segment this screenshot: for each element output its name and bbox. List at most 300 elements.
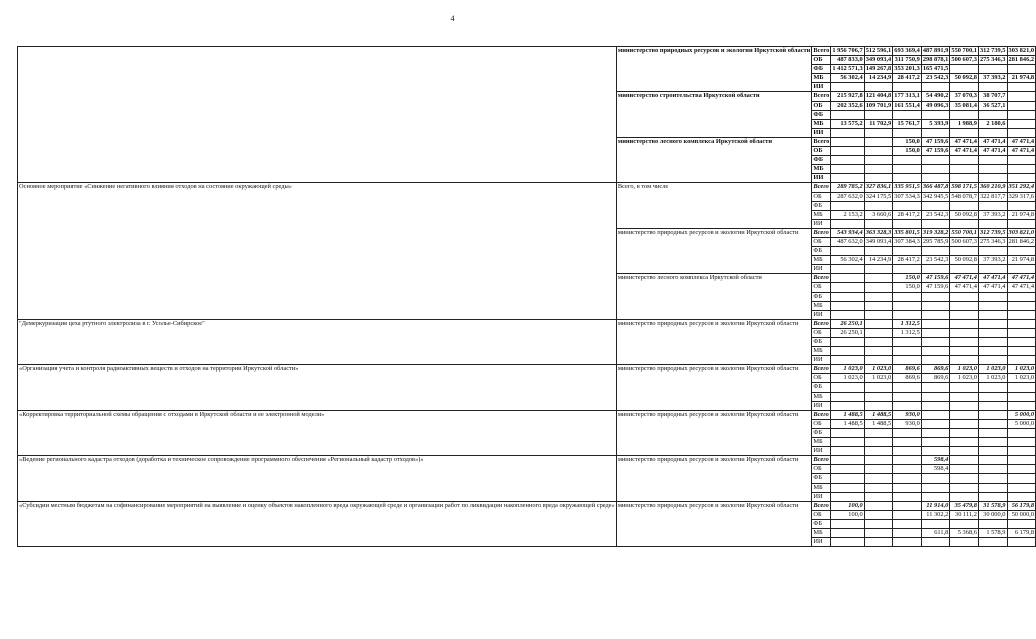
measure-block: [18, 183, 1036, 319]
amount-cell: [978, 474, 1007, 483]
amount-cell: 598 171,5: [951, 183, 977, 191]
amount-cell: [950, 347, 979, 356]
amount-cell: 5 368,6: [950, 528, 979, 537]
amount-cell: [831, 383, 864, 392]
amount-cell: [831, 447, 864, 456]
amount-cell: [864, 492, 893, 501]
amount-cell: [921, 447, 950, 456]
amount-cell: [864, 174, 893, 183]
amount-cell: [1007, 292, 1036, 301]
table-row: [18, 501, 1036, 510]
amount-cell: [1007, 401, 1036, 410]
amount-cell: 275 346,3: [979, 237, 1006, 245]
amount-cell: 47 471,4: [950, 274, 979, 283]
amount-cell: [1007, 174, 1036, 183]
amount-cell: 202 352,6: [831, 101, 864, 110]
executor-name: министерство природных ресурсов и экологии Иркутской области: [616, 456, 812, 501]
amount-cell: [921, 438, 950, 447]
amount-cell: 281 846,2: [1008, 56, 1035, 64]
amount-cell: [864, 274, 893, 283]
amount-cell: 100,0: [831, 510, 864, 519]
amount-cell: [950, 456, 979, 465]
amount-cell: 21 974,8: [1007, 74, 1036, 83]
measure-name: Основное мероприятие «Снижение негативного влияния отходов на состояние окружающей среды»: [18, 183, 617, 319]
amount-cell: [1007, 110, 1036, 119]
amount-cell: [978, 310, 1007, 319]
funding-source: МБ: [812, 301, 831, 310]
amount-cell: [893, 347, 922, 356]
funding-source: ФБ: [812, 156, 831, 165]
amount-cell: [831, 356, 864, 365]
amount-cell: [893, 156, 922, 165]
amount-cell: [893, 492, 922, 501]
amount-cell: [831, 219, 864, 228]
amount-cell: [978, 438, 1007, 447]
amount-cell: [978, 392, 1007, 401]
funding-source: ИИ: [812, 265, 831, 274]
amount-cell: [893, 247, 922, 256]
amount-cell: [978, 401, 1007, 410]
amount-cell: [893, 128, 922, 137]
amount-cell: [864, 528, 893, 537]
amount-cell: [893, 165, 922, 174]
amount-cell: [864, 283, 893, 292]
funding-source: ФБ: [812, 428, 831, 437]
funding-source: ФБ: [812, 474, 831, 483]
funding-source: Всего: [812, 228, 831, 237]
amount-cell: 930,0: [893, 410, 922, 419]
amount-cell: [831, 347, 864, 356]
amount-cell: [893, 538, 922, 547]
amount-cell: [1007, 474, 1036, 483]
amount-cell: 287 632,0: [831, 192, 864, 201]
funding-source: МБ: [812, 74, 831, 83]
amount-cell: [978, 301, 1007, 310]
amount-cell: 47 471,4: [978, 283, 1007, 292]
amount-cell: 37 393,2: [978, 74, 1007, 83]
amount-cell: [831, 201, 864, 210]
amount-cell: [950, 438, 979, 447]
amount-cell: [1007, 356, 1036, 365]
amount-cell: 1 578,9: [978, 528, 1007, 537]
amount-cell: [921, 328, 950, 337]
executor-name: Всего, в том числе: [616, 183, 812, 228]
amount-cell: [831, 292, 864, 301]
amount-cell: 327 836,1: [865, 183, 892, 191]
amount-cell: [978, 419, 1007, 428]
amount-cell: [950, 247, 979, 256]
amount-cell: [950, 392, 979, 401]
amount-cell: [893, 219, 922, 228]
amount-cell: [1007, 492, 1036, 501]
amount-cell: 47 471,4: [950, 147, 979, 156]
amount-cell: [950, 219, 979, 228]
amount-cell: [978, 519, 1007, 528]
funding-source: Всего: [812, 365, 831, 374]
amount-cell: 550 700,1: [951, 47, 977, 54]
amount-cell: [893, 528, 922, 537]
funding-source: Всего: [812, 319, 831, 328]
funding-source: ОБ: [812, 101, 831, 110]
amount-cell: 150,0: [893, 283, 922, 292]
amount-cell: [1007, 456, 1036, 465]
amount-cell: 21 974,8: [1007, 256, 1036, 265]
amount-cell: 23 542,3: [921, 210, 950, 219]
table-row: [18, 456, 1036, 465]
amount-cell: 869,6: [921, 374, 950, 383]
amount-cell: 37 393,2: [978, 210, 1007, 219]
amount-cell: [864, 137, 893, 146]
amount-cell: [921, 310, 950, 319]
amount-cell: 598,4: [921, 456, 950, 465]
amount-cell: [864, 456, 893, 465]
funding-source: ОБ: [812, 328, 831, 337]
amount-cell: [864, 465, 893, 474]
funding-source: Всего: [813, 137, 830, 145]
table-row: [18, 365, 1036, 374]
amount-cell: [950, 474, 979, 483]
funding-source: ИИ: [812, 356, 831, 365]
amount-cell: [950, 538, 979, 547]
amount-cell: [921, 392, 950, 401]
amount-cell: [1007, 310, 1036, 319]
amount-cell: [921, 347, 950, 356]
amount-cell: 50 092,8: [950, 210, 979, 219]
table-row: [18, 47, 1036, 56]
amount-cell: [864, 301, 893, 310]
amount-cell: 47 471,4: [978, 274, 1007, 283]
amount-cell: [978, 65, 1007, 74]
executor-name: министерство природных ресурсов и экологии Иркутской области: [616, 410, 812, 455]
executor-name: министерство природных ресурсов и экологии Иркутской области: [616, 319, 812, 364]
amount-cell: [893, 338, 922, 347]
amount-cell: 150,0: [893, 137, 922, 146]
amount-cell: [921, 165, 950, 174]
amount-cell: [950, 201, 979, 210]
amount-cell: 1 312,5: [893, 328, 922, 337]
amount-cell: [864, 292, 893, 301]
amount-cell: [1007, 392, 1036, 401]
amount-cell: [950, 447, 979, 456]
amount-cell: [921, 174, 950, 183]
amount-cell: 3 660,6: [864, 210, 893, 219]
measure-block: [18, 410, 1036, 455]
amount-cell: 35 081,4: [950, 101, 979, 110]
amount-cell: 177 313,1: [894, 92, 920, 100]
funding-source: Всего: [813, 47, 830, 54]
amount-cell: 349 093,4: [865, 237, 892, 245]
measure-name: «Субсидии местным бюджетам на софинансирование мероприятий на выявление и оценку объектов накопленного вреда окружающей среде и организации работ по ликвидации накопленного вреда окружающей среде»: [18, 501, 617, 546]
amount-cell: [950, 310, 979, 319]
executor-name: министерство природных ресурсов и экологии Иркутской области: [616, 365, 812, 410]
amount-cell: 329 317,6: [1008, 192, 1035, 200]
amount-cell: [864, 347, 893, 356]
amount-cell: [864, 83, 893, 92]
funding-source: ИИ: [812, 310, 831, 319]
amount-cell: [864, 328, 893, 337]
amount-cell: 14 234,9: [864, 256, 893, 265]
amount-cell: [893, 456, 922, 465]
amount-cell: [950, 419, 979, 428]
amount-cell: 500 607,3: [951, 237, 977, 245]
amount-cell: 335 951,5: [894, 183, 920, 191]
amount-cell: [978, 338, 1007, 347]
amount-cell: [864, 356, 893, 365]
amount-cell: [950, 492, 979, 501]
amount-cell: [893, 465, 922, 474]
amount-cell: [978, 410, 1007, 419]
amount-cell: [893, 265, 922, 274]
amount-cell: [921, 492, 950, 501]
funding-source: МБ: [812, 528, 831, 537]
amount-cell: 869,6: [893, 365, 922, 374]
amount-cell: [950, 483, 979, 492]
amount-cell: 342 945,5: [922, 192, 949, 200]
amount-cell: [831, 110, 864, 119]
amount-cell: [950, 428, 979, 437]
amount-cell: 47 159,6: [921, 274, 950, 283]
amount-cell: 11 914,0: [921, 501, 950, 510]
amount-cell: [921, 401, 950, 410]
amount-cell: 312 739,5: [979, 228, 1006, 236]
amount-cell: 23 542,3: [921, 74, 950, 83]
amount-cell: 50 000,0: [1007, 510, 1036, 519]
executor-name: министерство природных ресурсов и экологии Иркутской области: [616, 501, 812, 546]
amount-cell: [950, 519, 979, 528]
funding-source: ФБ: [812, 201, 831, 210]
amount-cell: 281 846,2: [1008, 237, 1035, 245]
amount-cell: [921, 219, 950, 228]
funding-source: ОБ: [812, 283, 831, 292]
amount-cell: 1 488,5: [831, 419, 864, 428]
amount-cell: [864, 310, 893, 319]
amount-cell: [864, 201, 893, 210]
funding-source: ИИ: [812, 538, 831, 547]
amount-cell: 1 023,0: [831, 365, 864, 374]
table-row: [18, 319, 1036, 328]
amount-cell: [950, 410, 979, 419]
funding-source: ОБ: [812, 147, 831, 156]
amount-cell: [950, 356, 979, 365]
amount-cell: [864, 165, 893, 174]
amount-cell: [921, 538, 950, 547]
amount-cell: 275 346,3: [979, 56, 1006, 64]
amount-cell: [831, 401, 864, 410]
amount-cell: [893, 438, 922, 447]
amount-cell: [831, 338, 864, 347]
amount-cell: [921, 292, 950, 301]
funding-source: МБ: [812, 347, 831, 356]
amount-cell: [831, 456, 864, 465]
amount-cell: 54 490,2: [921, 92, 950, 101]
funding-source: МБ: [812, 165, 831, 174]
amount-cell: [864, 519, 893, 528]
amount-cell: [1007, 328, 1036, 337]
amount-cell: 322 817,7: [979, 192, 1006, 200]
funding-source: Всего: [812, 274, 831, 283]
funding-source: ИИ: [812, 174, 831, 183]
amount-cell: 1 023,0: [950, 365, 979, 374]
amount-cell: 23 542,3: [921, 256, 950, 265]
funding-source: ОБ: [812, 374, 831, 383]
amount-cell: 47 471,4: [950, 283, 979, 292]
funding-source: Всего: [812, 501, 831, 510]
amount-cell: [1007, 483, 1036, 492]
amount-cell: 47 471,4: [1007, 147, 1036, 156]
amount-cell: [831, 538, 864, 547]
amount-cell: 500 607,3: [951, 56, 977, 64]
amount-cell: [831, 519, 864, 528]
amount-cell: 21 974,8: [1007, 210, 1036, 219]
funding-source: ФБ: [812, 519, 831, 528]
funding-source: ФБ: [812, 65, 831, 74]
funding-source: ИИ: [812, 128, 831, 137]
amount-cell: 1 488,5: [864, 410, 893, 419]
amount-cell: 37 393,2: [978, 256, 1007, 265]
amount-cell: 307 384,3: [894, 237, 920, 245]
amount-cell: 1 488,5: [831, 410, 864, 419]
funding-source: ИИ: [812, 219, 831, 228]
amount-cell: 31 578,9: [978, 501, 1007, 510]
funding-source: МБ: [812, 210, 831, 219]
amount-cell: [950, 319, 979, 328]
amount-cell: [978, 538, 1007, 547]
funding-source: ФБ: [812, 110, 831, 119]
amount-cell: [864, 247, 893, 256]
amount-cell: [893, 447, 922, 456]
amount-cell: [1007, 247, 1036, 256]
measure-block: [18, 47, 1036, 183]
amount-cell: [950, 65, 979, 74]
page-number: 4: [450, 14, 455, 23]
amount-cell: [893, 519, 922, 528]
measure-block: [18, 456, 1036, 501]
amount-cell: 26 250,1: [831, 328, 864, 337]
amount-cell: [864, 501, 893, 510]
amount-cell: 307 534,3: [894, 192, 920, 200]
funding-source: МБ: [812, 119, 831, 128]
amount-cell: [978, 428, 1007, 437]
executor-name: министерство строительства Иркутской области: [616, 92, 812, 137]
amount-cell: [893, 356, 922, 365]
amount-cell: 598,4: [921, 465, 950, 474]
amount-cell: 50 092,8: [950, 256, 979, 265]
amount-cell: [978, 110, 1007, 119]
amount-cell: 1 023,0: [1007, 374, 1036, 383]
amount-cell: 1 023,0: [831, 374, 864, 383]
funding-source: Всего: [812, 456, 831, 465]
funding-source: ФБ: [812, 338, 831, 347]
amount-cell: 324 175,5: [865, 192, 892, 200]
amount-cell: 47 471,4: [950, 137, 979, 146]
amount-cell: [978, 347, 1007, 356]
amount-cell: 319 328,2: [922, 228, 949, 236]
funding-source: ОБ: [812, 419, 831, 428]
amount-cell: [893, 510, 922, 519]
amount-cell: 5 000,0: [1007, 410, 1036, 419]
funding-source: ОБ: [812, 56, 831, 65]
amount-cell: 26 250,1: [831, 319, 864, 328]
amount-cell: 36 527,1: [978, 101, 1007, 110]
amount-cell: [893, 483, 922, 492]
amount-cell: [893, 292, 922, 301]
amount-cell: 869,6: [921, 365, 950, 374]
amount-cell: 161 551,4: [894, 101, 920, 109]
amount-cell: [1007, 83, 1036, 92]
amount-cell: 109 701,9: [865, 101, 892, 109]
amount-cell: [893, 501, 922, 510]
amount-cell: 363 328,3: [865, 228, 892, 236]
amount-cell: [864, 392, 893, 401]
amount-cell: 13 575,2: [831, 119, 864, 128]
amount-cell: [831, 247, 864, 256]
amount-cell: [1007, 319, 1036, 328]
amount-cell: [831, 428, 864, 437]
amount-cell: [831, 438, 864, 447]
amount-cell: 6 179,8: [1007, 528, 1036, 537]
amount-cell: 353 201,3: [894, 65, 920, 73]
amount-cell: 930,0: [893, 419, 922, 428]
amount-cell: [893, 392, 922, 401]
amount-cell: 303 821,0: [1008, 47, 1035, 54]
amount-cell: [831, 165, 864, 174]
funding-source: МБ: [812, 438, 831, 447]
amount-cell: [921, 338, 950, 347]
amount-cell: 289 785,2: [831, 183, 864, 192]
amount-cell: [831, 301, 864, 310]
amount-cell: 47 159,6: [921, 147, 950, 156]
amount-cell: [893, 401, 922, 410]
amount-cell: [1007, 119, 1036, 128]
funding-source: Всего: [812, 410, 831, 419]
amount-cell: [950, 265, 979, 274]
amount-cell: [831, 483, 864, 492]
funding-source: ОБ: [812, 237, 831, 246]
amount-cell: 30 111,2: [950, 510, 979, 519]
executor-name: министерство природных ресурсов и экологии Иркутской области: [616, 228, 812, 273]
amount-cell: 869,6: [893, 374, 922, 383]
amount-cell: [831, 310, 864, 319]
amount-cell: [831, 137, 864, 146]
executor-name: министерство лесного комплекса Иркутской области: [616, 137, 812, 182]
amount-cell: 56 302,4: [831, 74, 864, 83]
amount-cell: [831, 128, 864, 137]
amount-cell: [1007, 447, 1036, 456]
amount-cell: [950, 383, 979, 392]
amount-cell: 1 023,0: [1007, 365, 1036, 374]
amount-cell: 312 739,5: [979, 47, 1006, 54]
amount-cell: [893, 110, 922, 119]
amount-cell: [950, 165, 979, 174]
amount-cell: 150,0: [893, 274, 922, 283]
amount-cell: [1007, 265, 1036, 274]
amount-cell: [921, 474, 950, 483]
amount-cell: 49 096,3: [921, 101, 950, 110]
amount-cell: 487 833,0: [831, 56, 864, 65]
amount-cell: [1007, 201, 1036, 210]
amount-cell: [864, 428, 893, 437]
amount-cell: [921, 110, 950, 119]
amount-cell: [921, 428, 950, 437]
amount-cell: [831, 528, 864, 537]
amount-cell: 14 234,9: [864, 74, 893, 83]
funding-source: ФБ: [812, 292, 831, 301]
funding-source: ИИ: [812, 447, 831, 456]
amount-cell: [864, 338, 893, 347]
amount-cell: 1 023,0: [950, 374, 979, 383]
amount-cell: [893, 383, 922, 392]
amount-cell: [950, 401, 979, 410]
